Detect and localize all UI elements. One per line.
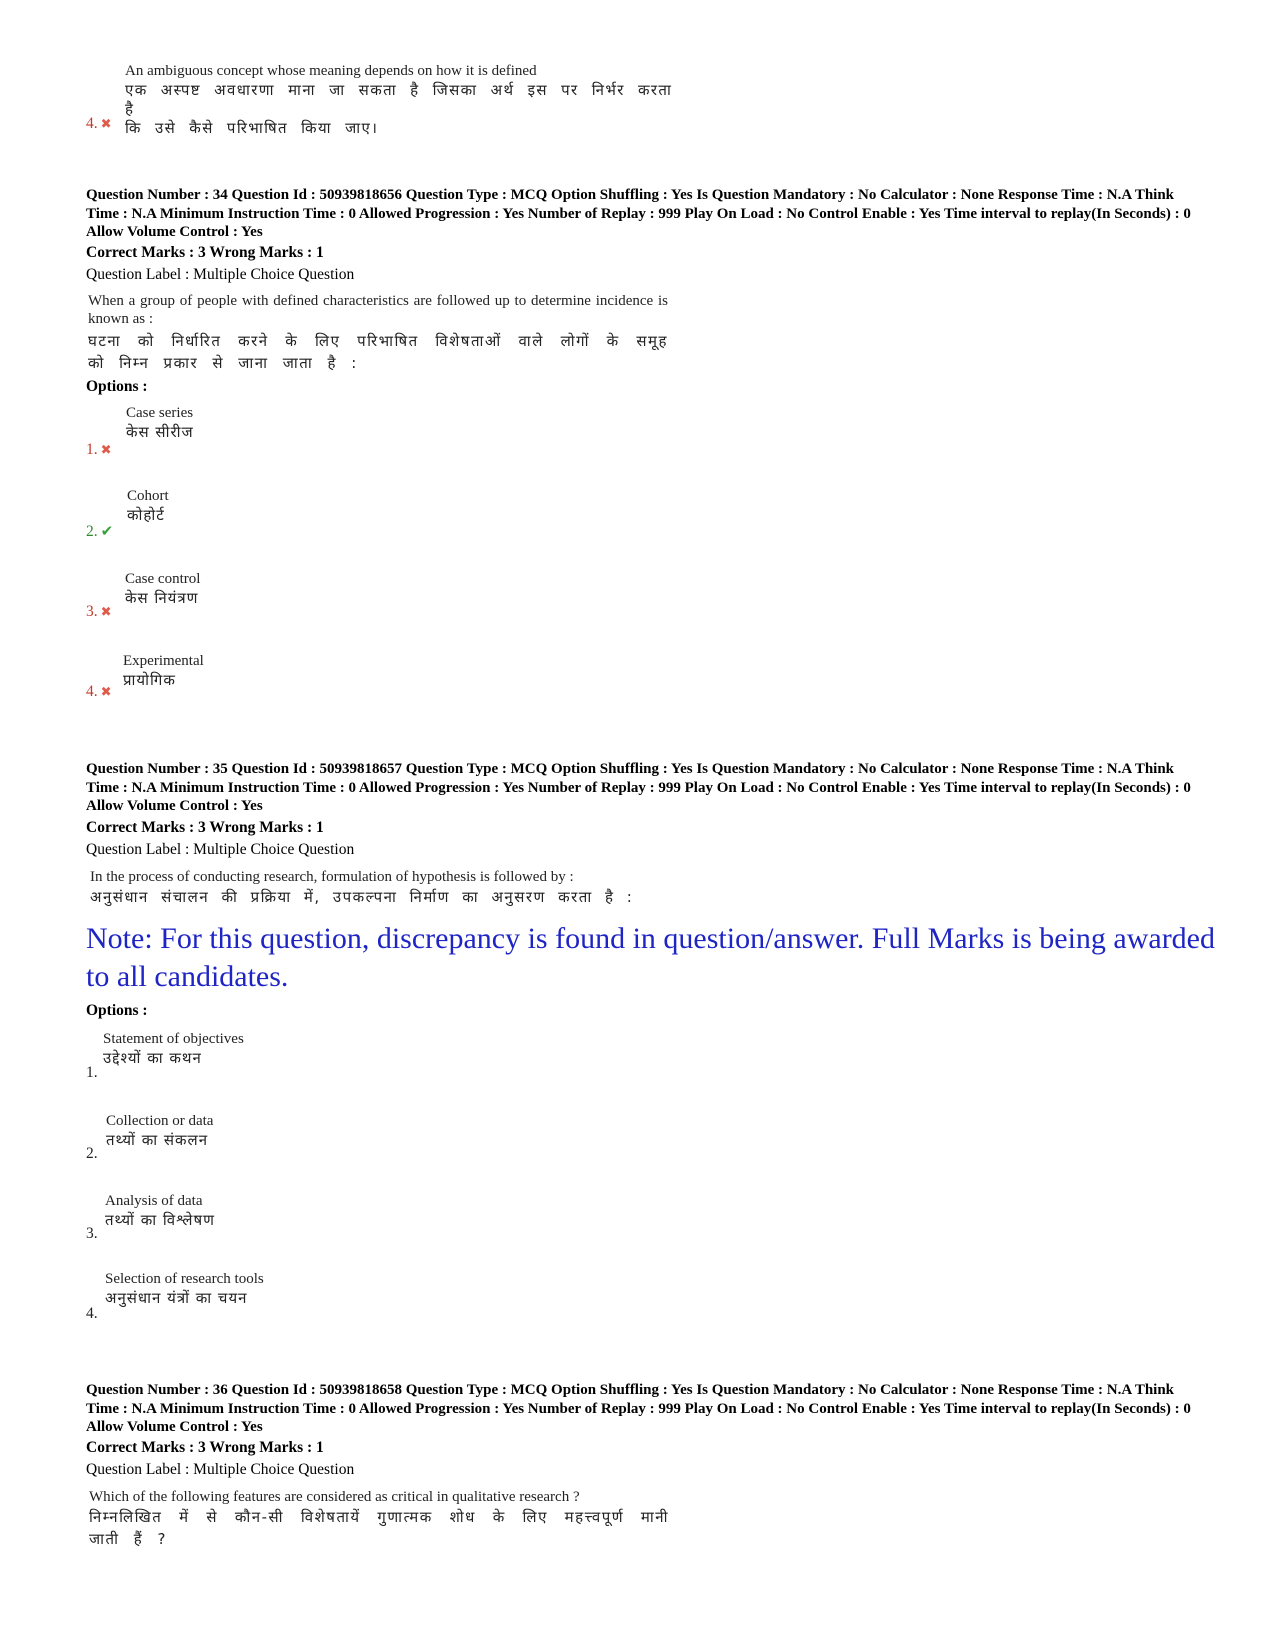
q34-option-2-text (127, 487, 169, 525)
q35-meta: Question Number : 35 Question Id : 50939818657 Question Type : MCQ Option Shuffling : Yes Is Question Mandatory : No Calculator : None Response Time : N.A Think Time : N.A Minimum Instruction Time : 0 Allowed Progression : Yes Number of Replay : 999 Play On Load : No Control Enable : Yes Time interval to replay(In Seconds) : 0 Allow Volume Control : Yes (86, 761, 1191, 814)
q35-options-heading: Options : (86, 1002, 148, 1019)
option-en: Case control (125, 571, 201, 587)
option-hi: केस सीरीज (126, 423, 194, 441)
q35-option-2-number: 2. (86, 1145, 98, 1162)
prev-option-4-en: An ambiguous concept whose meaning depends on how it is defined (125, 63, 537, 79)
q35-marks: Correct Marks : 3 Wrong Marks : 1 (86, 819, 324, 836)
q35-option-3-number: 3. (86, 1225, 98, 1242)
q34-label: Question Label : Multiple Choice Question (86, 266, 355, 283)
option-number: 3. (86, 603, 98, 620)
q35-option-2-text (106, 1112, 213, 1150)
option-en: Case series (126, 405, 194, 421)
q34-option-3-text (125, 570, 200, 608)
q36-question-hi: निम्नलिखित में से कौन-सी विशेषतायें गुणात्मक शोध के लिए महत्त्वपूर्ण मानी जाती हैं ? (89, 1508, 669, 1548)
q35-question-en: In the process of conducting research, formulation of hypothesis is followed by : (90, 869, 574, 885)
q34-option-2-number (86, 522, 113, 541)
q36-question-en: Which of the following features are considered as critical in qualitative research ? (89, 1489, 580, 1505)
q34-question-text (88, 292, 668, 374)
cross-icon: ✖ (100, 605, 112, 620)
q35-option-3-text (105, 1192, 215, 1230)
cross-icon: ✖ (100, 443, 112, 458)
q34-option-1-text (126, 404, 194, 442)
cross-icon: ✖ (100, 685, 112, 700)
check-icon: ✔ (100, 522, 114, 540)
option-hi: कोहोर्ट (127, 506, 165, 524)
option-en: Statement of objectives (103, 1031, 244, 1047)
q35-option-1-number: 1. (86, 1064, 98, 1081)
q35-label: Question Label : Multiple Choice Question (86, 841, 355, 858)
q34-option-4-text (123, 652, 204, 690)
prev-option-4-number (86, 115, 112, 133)
option-en: Selection of research tools (105, 1271, 264, 1287)
q36-meta: Question Number : 36 Question Id : 50939818658 Question Type : MCQ Option Shuffling : Yes Is Question Mandatory : No Calculator : None Response Time : N.A Think Time : N.A Minimum Instruction Time : 0 Allowed Progression : Yes Number of Replay : 999 Play On Load : No Control Enable : Yes Time interval to replay(In Seconds) : 0 Allow Volume Control : Yes (86, 1382, 1191, 1435)
option-en: Analysis of data (105, 1193, 203, 1209)
prev-option-4-hi (125, 81, 685, 138)
q34-option-4-number (86, 683, 112, 701)
q34-question-en: When a group of people with defined characteristics are followed up to determine incidence is known as : (88, 293, 668, 327)
prev-option-4-text (125, 62, 685, 138)
option-hi: उद्देश्यों का कथन (103, 1049, 202, 1067)
option-hi: केस नियंत्रण (125, 589, 199, 607)
q34-marks: Correct Marks : 3 Wrong Marks : 1 (86, 244, 324, 261)
option-number: 4. (86, 683, 98, 700)
q36-question-text (89, 1488, 669, 1550)
cross-icon: ✖ (100, 117, 112, 132)
q35-question-text (90, 868, 690, 908)
q34-options-heading: Options : (86, 378, 148, 395)
option-number: 4. (86, 115, 98, 132)
option-hi: तथ्यों का विश्लेषण (105, 1211, 215, 1229)
q34-option-1-number (86, 441, 112, 459)
prev-option-4-hi-line-2: कि उसे कैसे परिभाषित किया जाए। (125, 119, 379, 137)
prev-option-4-hi-line-1: एक अस्पष्ट अवधारणा माना जा सकता है जिसका अर्थ इस पर निर्भर करता है (125, 81, 673, 118)
q34-option-3-number (86, 603, 112, 621)
q34-question-hi: घटना को निर्धारित करने के लिए परिभाषित विशेषताओं वाले लोगों के समूह को निम्न प्रकार से जाना जाता है : (88, 332, 668, 372)
option-number: 1. (86, 441, 98, 458)
q34-meta: Question Number : 34 Question Id : 50939818656 Question Type : MCQ Option Shuffling : Yes Is Question Mandatory : No Calculator : None Response Time : N.A Think Time : N.A Minimum Instruction Time : 0 Allowed Progression : Yes Number of Replay : 999 Play On Load : No Control Enable : Yes Time interval to replay(In Seconds) : 0 Allow Volume Control : Yes (86, 187, 1191, 240)
option-en: Cohort (127, 488, 169, 504)
option-hi: तथ्यों का संकलन (106, 1131, 209, 1149)
q35-question-hi: अनुसंधान संचालन की प्रक्रिया में, उपकल्पना निर्माण का अनुसरण करता है : (90, 888, 634, 906)
q36-label: Question Label : Multiple Choice Question (86, 1461, 355, 1478)
option-en: Collection or data (106, 1113, 214, 1129)
option-en: Experimental (123, 653, 204, 669)
q35-option-1-text (103, 1030, 244, 1068)
q35-option-4-number: 4. (86, 1305, 98, 1322)
q35-option-4-text (105, 1270, 264, 1308)
option-hi: अनुसंधान यंत्रों का चयन (105, 1289, 248, 1307)
q35-discrepancy-note: Note: For this question, discrepancy is found in question/answer. Full Marks is being awarded to all candidates. (86, 922, 1215, 993)
q36-marks: Correct Marks : 3 Wrong Marks : 1 (86, 1439, 324, 1456)
option-number: 2. (86, 523, 98, 540)
option-hi: प्रायोगिक (123, 671, 176, 689)
